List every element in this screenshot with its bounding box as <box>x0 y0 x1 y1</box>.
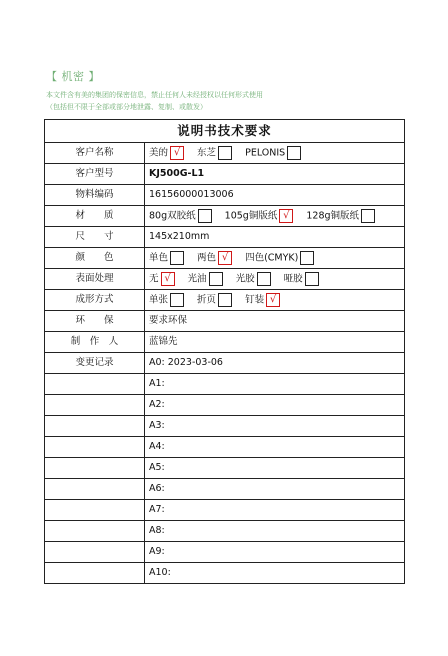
blank-cell <box>45 479 145 500</box>
label-color: 颜 色 <box>45 248 145 269</box>
row-size <box>45 227 405 248</box>
blank-cell <box>45 521 145 542</box>
row-change-log-2 <box>45 395 405 416</box>
option-pelonis[interactable]: PELONIS <box>245 146 301 160</box>
option-80g-offset[interactable]: 80g双胶纸 <box>149 209 212 223</box>
row-change-log-5 <box>45 458 405 479</box>
label-forming: 成形方式 <box>45 290 145 311</box>
option-two-color[interactable]: 两色 √ <box>197 251 232 265</box>
checkbox-empty[interactable] <box>287 146 301 160</box>
options-color <box>145 248 405 269</box>
options-surface <box>145 269 405 290</box>
blank-cell <box>45 500 145 521</box>
blank-cell <box>45 458 145 479</box>
value-size: 145x210mm <box>145 227 405 248</box>
checkbox-empty[interactable] <box>218 146 232 160</box>
row-customer-model <box>45 164 405 185</box>
blank-cell <box>45 395 145 416</box>
row-change-log-4 <box>45 437 405 458</box>
change-entry: A8: <box>145 521 405 542</box>
label-surface: 表面处理 <box>45 269 145 290</box>
spec-table <box>44 119 405 584</box>
checkbox-checked[interactable]: √ <box>161 272 175 286</box>
confidentiality-scope: （包括但不限于全部或部分地泄露、复制、或散发） <box>46 103 207 111</box>
row-material <box>45 206 405 227</box>
checkbox-empty[interactable] <box>218 293 232 307</box>
option-cmyk[interactable]: 四色(CMYK) <box>245 251 314 265</box>
change-entry: A6: <box>145 479 405 500</box>
options-customer-name <box>145 143 405 164</box>
option-128g-coated[interactable]: 128g铜版纸 <box>306 209 375 223</box>
label-material: 材 质 <box>45 206 145 227</box>
confidentiality-notice: 本文件含有美的集团的保密信息，禁止任何人未经授权以任何形式使用 <box>46 91 263 99</box>
change-entry: A2: <box>145 395 405 416</box>
row-change-log-7 <box>45 500 405 521</box>
change-entry: A7: <box>145 500 405 521</box>
blank-cell <box>45 416 145 437</box>
label-change-log: 变更记录 <box>45 353 145 374</box>
checkbox-checked[interactable]: √ <box>266 293 280 307</box>
checkbox-empty[interactable] <box>209 272 223 286</box>
change-entry: A4: <box>145 437 405 458</box>
row-material-code <box>45 185 405 206</box>
label-size: 尺 寸 <box>45 227 145 248</box>
options-material <box>145 206 405 227</box>
row-change-log-10 <box>45 563 405 584</box>
checkbox-empty[interactable] <box>170 251 184 265</box>
change-entry: A1: <box>145 374 405 395</box>
row-change-log-8 <box>45 521 405 542</box>
row-surface <box>45 269 405 290</box>
change-entry: A5: <box>145 458 405 479</box>
option-stapled[interactable]: 钉装 √ <box>245 293 280 307</box>
label-customer-model: 客户型号 <box>45 164 145 185</box>
label-environment: 环 保 <box>45 311 145 332</box>
row-change-log-1 <box>45 374 405 395</box>
title-row <box>45 120 405 143</box>
row-forming <box>45 290 405 311</box>
checkbox-empty[interactable] <box>361 209 375 223</box>
blank-cell <box>45 542 145 563</box>
option-gloss-lam[interactable]: 光胶 <box>236 272 271 286</box>
option-single-color[interactable]: 单色 <box>149 251 184 265</box>
checkbox-empty[interactable] <box>305 272 319 286</box>
checkbox-checked[interactable]: √ <box>218 251 232 265</box>
label-material-code: 物料编码 <box>45 185 145 206</box>
option-midea[interactable]: 美的 √ <box>149 146 184 160</box>
row-change-log-9 <box>45 542 405 563</box>
blank-cell <box>45 563 145 584</box>
option-105g-coated[interactable]: 105g铜版纸 √ <box>225 209 294 223</box>
option-none[interactable]: 无 √ <box>149 272 175 286</box>
checkbox-checked[interactable]: √ <box>279 209 293 223</box>
blank-cell <box>45 437 145 458</box>
change-entry: A10: <box>145 563 405 584</box>
option-varnish[interactable]: 光油 <box>188 272 223 286</box>
options-forming <box>145 290 405 311</box>
checkbox-empty[interactable] <box>198 209 212 223</box>
confidential-mark: 【 机密 】 <box>46 70 100 83</box>
row-change-log-0 <box>45 353 405 374</box>
value-customer-model: KJ500G-L1 <box>145 164 405 185</box>
row-color <box>45 248 405 269</box>
checkbox-empty[interactable] <box>170 293 184 307</box>
checkbox-empty[interactable] <box>300 251 314 265</box>
checkbox-empty[interactable] <box>257 272 271 286</box>
row-change-log-3 <box>45 416 405 437</box>
checkbox-checked[interactable]: √ <box>170 146 184 160</box>
change-entry: A9: <box>145 542 405 563</box>
row-customer-name <box>45 143 405 164</box>
row-maker <box>45 332 405 353</box>
value-maker: 蓝锦先 <box>145 332 405 353</box>
option-matte-lam[interactable]: 哑胶 <box>284 272 319 286</box>
change-entry: A3: <box>145 416 405 437</box>
change-entry: A0: 2023-03-06 <box>145 353 405 374</box>
option-single-sheet[interactable]: 单张 <box>149 293 184 307</box>
label-maker: 制 作 人 <box>45 332 145 353</box>
option-folded[interactable]: 折页 <box>197 293 232 307</box>
value-material-code: 16156000013006 <box>145 185 405 206</box>
option-toshiba[interactable]: 东芝 <box>197 146 232 160</box>
value-environment: 要求环保 <box>145 311 405 332</box>
blank-cell <box>45 374 145 395</box>
table-title: 说明书技术要求 <box>45 120 405 143</box>
row-environment <box>45 311 405 332</box>
label-customer-name: 客户名称 <box>45 143 145 164</box>
row-change-log-6 <box>45 479 405 500</box>
